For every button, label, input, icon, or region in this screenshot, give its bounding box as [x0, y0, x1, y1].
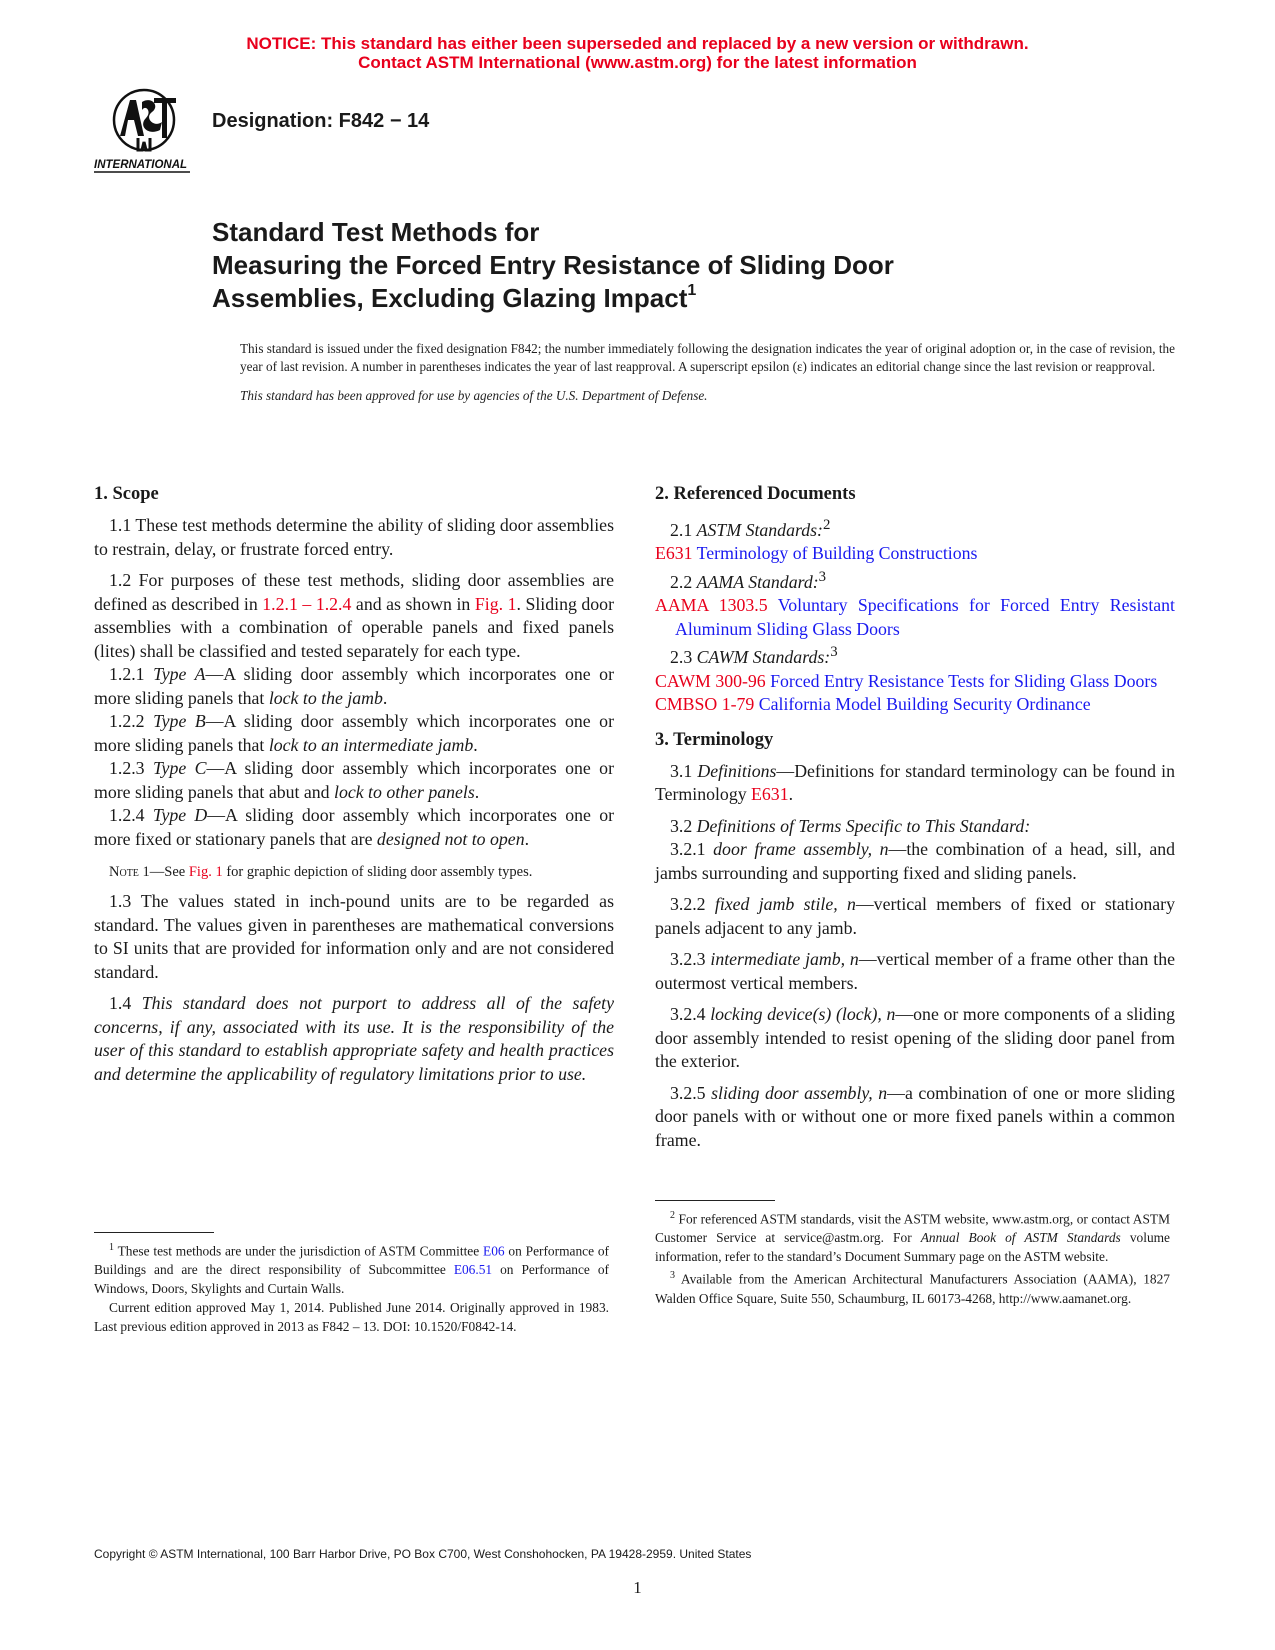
- para-3-1: 3.1 Definitions—Definitions for standard terminology can be found in Terminology E631.: [655, 760, 1175, 805]
- para-1-2-2: 1.2.2 Type B—A sliding door assembly which incorporates one or more sliding panels that lock to an intermediate jamb.: [94, 711, 614, 755]
- para-3-2: 3.2 Definitions of Terms Specific to This Standard:: [670, 815, 1031, 836]
- ref-cmbso[interactable]: CMBSO 1-79 California Model Building Security Ordinance: [655, 694, 1091, 715]
- footnotes-left: [94, 1238, 609, 1336]
- para-1-2: 1.2 For purposes of these test methods, sliding door assemblies are defined as described in 1.2.1 – 1.2.4 and as shown in Fig. 1. Sliding door assemblies with a combination of operable panels and fixed panels (lites) shall be classified and tested separately for each type.: [94, 570, 614, 661]
- para-1-2-4: 1.2.4 Type D—A sliding door assembly which incorporates one or more fixed or stationary panels that are designed not to open.: [94, 805, 615, 849]
- ref-1-2-1-link[interactable]: 1.2.1 – 1.2.4: [262, 593, 352, 614]
- footnote-3: $^3$ Available from the American Architectural Manufacturers Association (AAMA), 1827 Walden Office Square, Suite 550, Schaumburg, IL 60173-4268, http://www.aamanet.org.: [655, 1270, 1170, 1306]
- e06-link[interactable]: E06: [483, 1243, 505, 1259]
- para-2-1: 2.1 ASTM Standards:$^2$: [670, 517, 831, 540]
- footnotes-right: [655, 1206, 1170, 1308]
- astm-logo-icon: [94, 80, 194, 176]
- para-3-2-5: 3.2.5 sliding door assembly, n—a combination of one or more sliding door panels with or without one or more fixed panels within a common frame.: [655, 1082, 1176, 1150]
- left-column: [94, 483, 614, 1094]
- intro-statement: [240, 340, 1175, 405]
- intro-text: This standard is issued under the fixed designation F842; the number immediately following the designation indicates the year of original adoption or, in the case of revision, the year of last revision. A number in parentheses indicates the year of last reapproval. A superscript epsilon (ε) indicates an editorial change since the last revision or reapproval.: [240, 341, 1175, 374]
- right-column: [655, 483, 1175, 1160]
- section-scope-heading: 1. Scope: [94, 484, 159, 504]
- para-1-1: 1.1 These test methods determine the ability of sliding door assemblies to restrain, delay, or frustrate forced entry.: [94, 515, 614, 559]
- footnote-2: $^2$ For referenced ASTM standards, visit the ASTM website, www.astm.org, or contact ASTM Customer Service at service@astm.org. For Annual Book of ASTM Standards volume information, refer to the standard’s Document Summary page on the ASTM website.: [655, 1210, 1170, 1265]
- para-3-2-4: 3.2.4 locking device(s) (lock), n—one or more components of a sliding door assembly intended to resist opening of the sliding door panel from the exterior.: [655, 1004, 1175, 1072]
- note-fig-1-link[interactable]: Fig. 1: [188, 864, 223, 880]
- logo-text: INTERNATIONAL: [94, 159, 188, 171]
- title-line-2: Measuring the Forced Entry Resistance of Sliding Door: [212, 250, 894, 280]
- ref-aama[interactable]: AAMA 1303.5 Voluntary Specifications for Forced Entry Resistant Aluminum Sliding Glass Doors: [655, 595, 1175, 639]
- title-line-1: Standard Test Methods for: [212, 217, 540, 247]
- footnote-1: $^1$ These test methods are under the jurisdiction of ASTM Committee E06 on Performance of Buildings and are the direct responsibility of Subcommittee E06.51 on Performance of Windows, Doors, Skylights and Curtain Walls.: [94, 1242, 609, 1297]
- designation: Designation: F842 − 14: [212, 110, 430, 132]
- para-1-2-3: 1.2.3 Type C—A sliding door assembly which incorporates one or more sliding panels that abut and lock to other panels.: [94, 758, 614, 802]
- para-3-2-1: 3.2.1 door frame assembly, n—the combination of a head, sill, and jambs surrounding and supporting fixed and sliding panels.: [655, 839, 1176, 883]
- term-e631-link[interactable]: E631: [751, 784, 789, 805]
- footnote-divider-right: [655, 1200, 775, 1201]
- para-2-2: 2.2 AAMA Standard:$^3$: [670, 568, 827, 592]
- section-refdocs-heading: 2. Referenced Documents: [655, 484, 856, 504]
- ref-e631[interactable]: E631 Terminology of Building Constructions: [655, 543, 978, 564]
- para-3-2-3: 3.2.3 intermediate jamb, n—vertical member of a frame other than the outermost vertical members.: [655, 949, 1175, 993]
- para-2-3: 2.3 CAWM Standards:$^3$: [670, 644, 838, 668]
- title-line-3: Assemblies, Excluding Glazing Impact$^1$: [212, 282, 697, 313]
- copyright-line: Copyright © ASTM International, 100 Barr Harbor Drive, PO Box C700, West Conshohocken, PA 19428-2959. United States: [94, 1547, 752, 1561]
- para-3-2-2: 3.2.2 fixed jamb stile, n—vertical members of fixed or stationary panels adjacent to any jamb.: [655, 894, 1175, 938]
- dod-approval: This standard has been approved for use by agencies of the U.S. Department of Defense.: [240, 388, 708, 403]
- note-1: Note 1—See Fig. 1 for graphic depiction of sliding door assembly types.: [109, 864, 533, 880]
- ref-cawm[interactable]: CAWM 300-96 Forced Entry Resistance Tests for Sliding Glass Doors: [655, 670, 1158, 691]
- fig-1-link[interactable]: Fig. 1: [474, 593, 517, 614]
- section-terminology-heading: 3. Terminology: [655, 729, 774, 750]
- para-1-3: 1.3 The values stated in inch-pound units are to be regarded as standard. The values given in parentheses are mathematical conversions to SI units that are provided for information only and are not considered standard.: [94, 891, 614, 982]
- e0651-link[interactable]: E06.51: [453, 1262, 493, 1278]
- footnote-divider-left: [94, 1232, 214, 1233]
- withdrawal-notice: [0, 34, 1275, 72]
- document-title: [212, 216, 1112, 315]
- notice-line-1: NOTICE: This standard has either been superseded and replaced by a new version or withdrawn.: [246, 34, 1029, 53]
- notice-line-2: Contact ASTM International (www.astm.org) for the latest information: [358, 53, 917, 72]
- para-1-2-1: 1.2.1 Type A—A sliding door assembly which incorporates one or more sliding panels that lock to the jamb.: [94, 664, 614, 708]
- footnote-1-edition: Current edition approved May 1, 2014. Published June 2014. Originally approved in 1983. Last previous edition approved in 2013 as F842 – 13. DOI: 10.1520/F0842-14.: [94, 1300, 609, 1335]
- para-1-4: 1.4 This standard does not purport to address all of the safety concerns, if any, associated with its use. It is the responsibility of the user of this standard to establish appropriate safety and health practices and determine the applicability of regulatory limitations prior to use.: [94, 993, 615, 1084]
- title-footnote-mark: 1: [687, 282, 697, 299]
- page-number: 1: [633, 1578, 642, 1597]
